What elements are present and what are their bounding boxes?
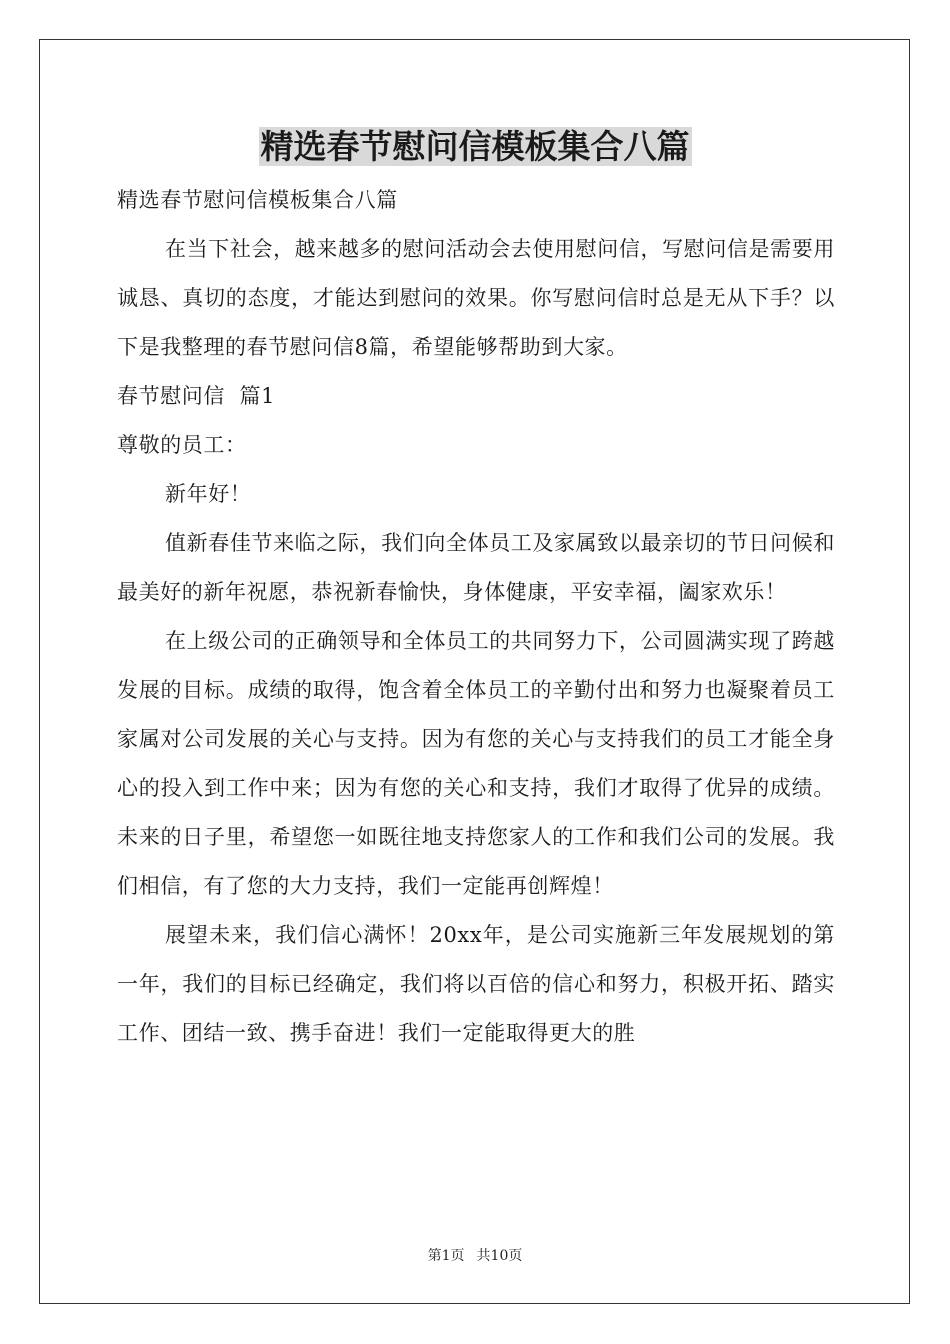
paragraph: 展望未来，我们信心满怀！20xx年，是公司实施新三年发展规划的第一年，我们的目标已经确定，我们将以百倍的信心和努力，积极开拓、踏实工作、团结一致、携手奋进！我们一定能取得更大的胜 xyxy=(117,923,835,1045)
section-heading: 春节慰问信 篇1 xyxy=(117,384,276,408)
paragraph: 新年好！ xyxy=(165,482,252,506)
page-number: 第1页 xyxy=(427,1248,465,1264)
paragraph: 精选春节慰问信模板集合八篇 xyxy=(117,188,398,212)
page-total: 共10页 xyxy=(476,1248,523,1264)
document-title-text: 精选春节慰问信模板集合八篇 xyxy=(260,127,690,166)
salutation: 尊敬的员工： xyxy=(117,433,247,457)
document-title xyxy=(0,124,950,170)
document-body xyxy=(117,176,835,1058)
paragraph: 在当下社会，越来越多的慰问活动会去使用慰问信，写慰问信是需要用诚恳、真切的态度，才能达到慰问的效果。你写慰问信时总是无从下手？以下是我整理的春节慰问信8篇，希望能够帮助到大家。 xyxy=(117,237,835,359)
page-footer xyxy=(0,1246,950,1266)
paragraph: 在上级公司的正确领导和全体员工的共同努力下，公司圆满实现了跨越发展的目标。成绩的取得，饱含着全体员工的辛勤付出和努力也凝聚着员工家属对公司发展的关心与支持。因为有您的关心与支持我们的员工才能全身心的投入到工作中来；因为有您的关心和支持，我们才取得了优异的成绩。未来的日子里，希望您一如既往地支持您家人的工作和我们公司的发展。我们相信，有了您的大力支持，我们一定能再创辉煌！ xyxy=(117,629,835,898)
paragraph: 值新春佳节来临之际，我们向全体员工及家属致以最亲切的节日问候和最美好的新年祝愿，恭祝新春愉快，身体健康，平安幸福，阖家欢乐！ xyxy=(117,531,835,604)
